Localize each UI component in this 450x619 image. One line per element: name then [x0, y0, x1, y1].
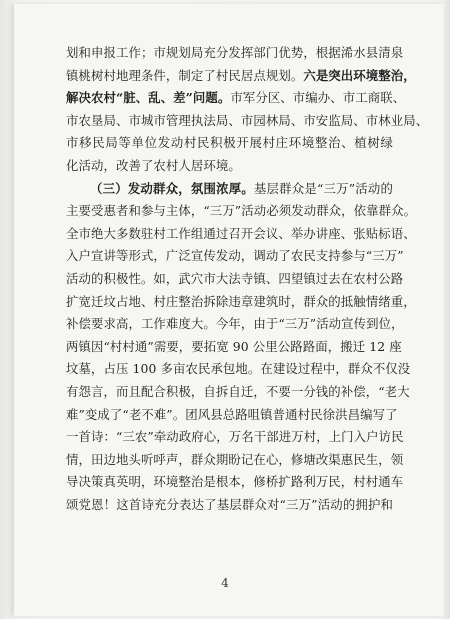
text-segment: 有怨言，而且配合积极，自拆自迁，不要一分钱的补偿，“老大 — [66, 383, 410, 399]
text-line — [66, 42, 404, 65]
text-segment: 难”变成了“老不难”。团风县总路咀镇普通村民徐洪昌编写了 — [66, 406, 398, 422]
text-line — [66, 178, 393, 201]
text-segment: 导决策真英明，环境整治是根本，修桥扩路利万民，村村通车 — [66, 474, 404, 490]
text-segment: 全市绝大多数驻村工作组通过召开会议、举办讲座、张贴标语、 — [66, 225, 416, 241]
text-segment: 情，田边地头听呼声，群众期盼记在心，修塘改渠惠民生，领 — [66, 451, 404, 467]
text-line — [66, 87, 406, 110]
text-segment: 划和申报工作；市规划局充分发挥部门优势，根据浠水县清泉 — [66, 45, 404, 60]
text-line — [66, 404, 398, 427]
text-line — [66, 426, 404, 449]
page-number: 4 — [221, 576, 229, 590]
text-segment: 市移民局等单位发动村民积极开展村庄环境整治、植树绿 — [66, 135, 393, 151]
body-text — [66, 42, 429, 516]
text-line — [66, 223, 416, 246]
text-segment: 活动的积极性。如，武穴市大法寺镇、四望镇过去在农村公路 — [66, 270, 404, 286]
text-segment: 一首诗：“三农”牵动政府心，万名干部进万村，上门入户访民 — [66, 429, 404, 445]
text-segment: 主要受惠者和参与主体，“三万”活动必须发动群众，依靠群众。 — [66, 203, 417, 219]
text-line — [66, 200, 417, 223]
text-segment: 基层群众是“三万”活动的 — [253, 180, 393, 196]
text-line — [66, 336, 402, 359]
text-line — [66, 268, 404, 291]
text-line — [66, 110, 429, 133]
text-line — [66, 494, 393, 517]
bold-text-segment: 六是突出环境整治， — [303, 67, 416, 83]
text-line — [66, 313, 404, 336]
text-line — [66, 245, 404, 268]
text-line — [66, 291, 416, 314]
text-segment: 扩宽迁坟占地、村庄整治拆除违章建筑时，群众的抵触情绪重， — [66, 293, 416, 309]
text-line — [66, 155, 393, 178]
text-line — [66, 65, 416, 88]
text-line — [66, 132, 393, 155]
bold-text-segment: 解决农村“脏、乱、差”问题。 — [66, 90, 231, 106]
text-line — [66, 449, 404, 472]
text-segment: 市军分区、市编办、市工商联、 — [230, 90, 406, 106]
bold-text-segment: （三）发动群众，氛围浓厚。 — [90, 180, 254, 196]
text-segment: 入户宣讲等形式，广泛宣传发动，调动了农民支持参与“三万” — [66, 248, 404, 264]
text-segment: 镇桃树村地理条件，制定了村民居点规划。 — [66, 67, 304, 83]
text-segment: 两镇因“村村通”需要，要拓宽 90 公里公路路面，搬迁 12 座 — [66, 338, 402, 354]
text-segment: 坟墓，占压 100 多亩农民承包地。在建设过程中，群众不仅没 — [66, 361, 411, 377]
text-line — [66, 358, 411, 381]
text-line — [66, 381, 410, 404]
text-line — [66, 471, 404, 494]
text-segment: 颂党恩！这首诗充分表达了基层群众对“三万”活动的拥护和 — [66, 496, 393, 512]
page-edge-shadow — [442, 0, 450, 619]
text-segment: 化活动，改善了农村人居环境。 — [66, 157, 241, 173]
text-segment: 补偿要求高，工作难度大。今年，由于“三万”活动宣传到位， — [66, 316, 404, 332]
text-segment: 市农垦局、市城市管理执法局、市园林局、市安监局、市林业局、 — [66, 112, 429, 128]
